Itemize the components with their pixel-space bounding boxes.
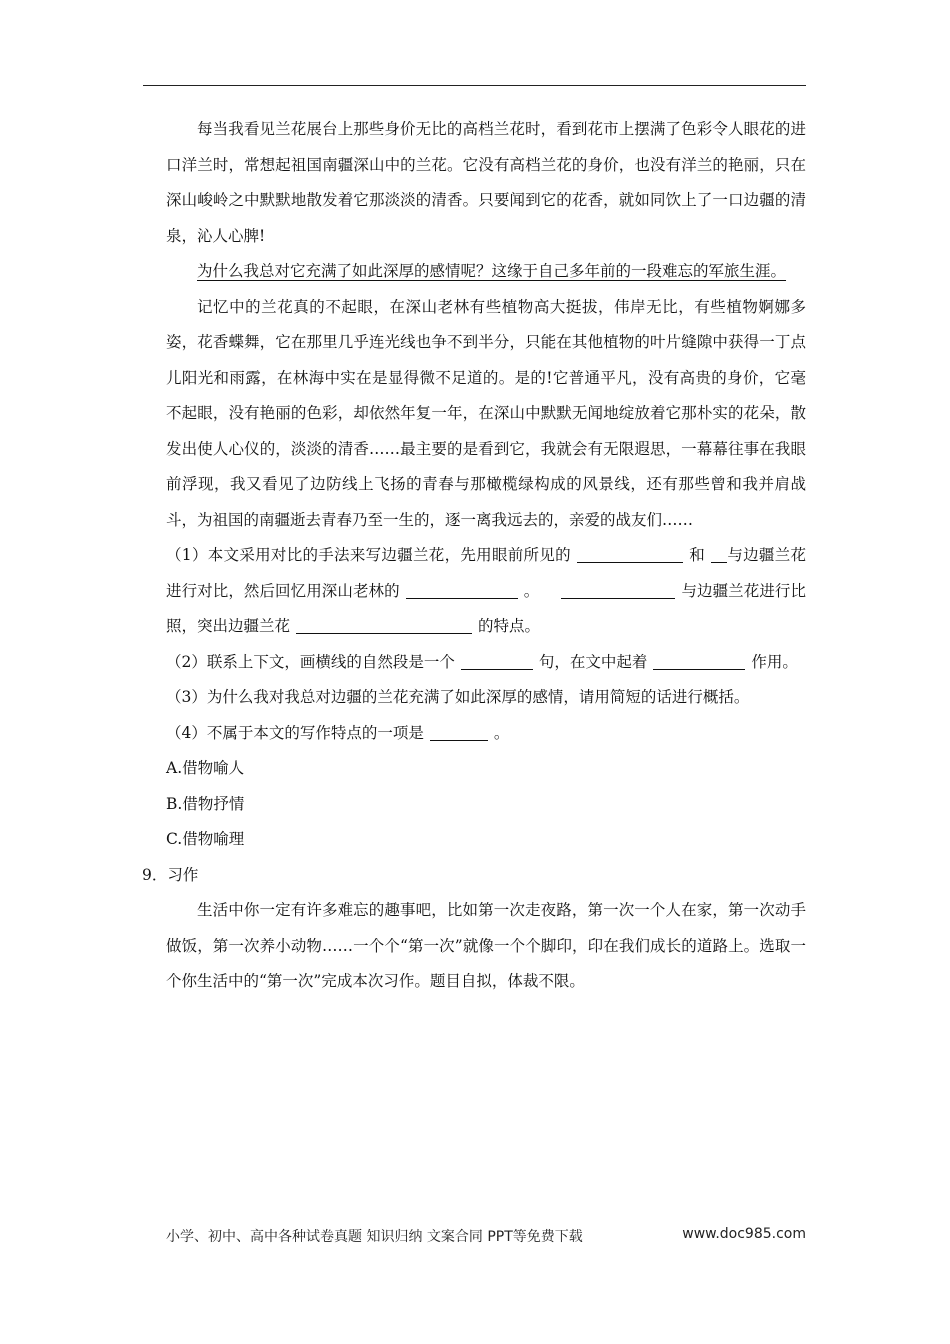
q2-text-c: 作用。 bbox=[751, 652, 798, 671]
q1-blank-5[interactable] bbox=[296, 615, 472, 634]
question-1 bbox=[166, 538, 806, 645]
question-4 bbox=[166, 716, 806, 752]
q2-text-a: （2）联系上下文，画横线的自然段是一个 bbox=[166, 652, 455, 671]
footer-text: 小学、初中、高中各种试卷真题 知识归纳 文案合同 PPT等免费下载 bbox=[166, 1229, 583, 1245]
q4-text-b: 。 bbox=[493, 723, 510, 742]
underlined-sentence: 为什么我总对它充满了如此深厚的感情呢？这缘于自己多年前的一段难忘的军旅生涯。 bbox=[197, 262, 787, 280]
q2-blank-1[interactable] bbox=[461, 651, 533, 670]
q1-text-e: 与边疆兰花进行比照，突出边疆兰花 bbox=[166, 581, 806, 635]
header-rule bbox=[143, 85, 806, 86]
page-footer bbox=[166, 1226, 806, 1246]
q1-blank-2[interactable] bbox=[711, 544, 727, 563]
q4-blank-1[interactable] bbox=[430, 722, 488, 741]
option-c: C.借物喻理 bbox=[166, 830, 245, 848]
q1-blank-1[interactable] bbox=[577, 544, 683, 563]
footer-url[interactable]: www.doc985.com bbox=[682, 1226, 806, 1242]
question-3: （3）为什么我对我总对边疆的兰花充满了如此深厚的感情，请用简短的话进行概括。 bbox=[166, 688, 750, 706]
option-a: A.借物喻人 bbox=[166, 759, 245, 777]
question-9-title: 9．习作 bbox=[142, 865, 199, 884]
q4-text-a: （4）不属于本文的写作特点的一项是 bbox=[166, 723, 424, 742]
q2-text-b: 句，在文中起着 bbox=[538, 652, 648, 671]
page-content bbox=[142, 112, 806, 1000]
passage-paragraph-3: 记忆中的兰花真的不起眼，在深山老林有些植物高大挺拔，伟岸无比，有些植物婀娜多姿，花香蝶舞，它在那里几乎连光线也争不到半分，只能在其他植物的叶片缝隙中获得一丁点儿阳光和雨露，在林海中实在是显得微不足道的。是的!它普通平凡，没有高贵的身价，它毫不起眼，没有艳丽的色彩，却依然年复一年，在深山中默默无闻地绽放着它那朴实的花朵，散发出使人心仪的，淡淡的清香……最主要的是看到它，我就会有无限遐思，一幕幕往事在我眼前浮现，我又看见了边防线上飞扬的青春与那橄榄绿构成的风景线，还有那些曾和我并肩战斗，为祖国的南疆逝去青春乃至一生的，逐一离我远去的，亲爱的战友们…… bbox=[166, 297, 806, 529]
passage-paragraph-1: 每当我看见兰花展台上那些身价无比的高档兰花时，看到花市上摆满了色彩令人眼花的进口洋兰时，常想起祖国南疆深山中的兰花。它没有高档兰花的身价，也没有洋兰的艳丽，只在深山峻岭之中默默地散发着它那淡淡的清香。只要闻到它的花香，就如同饮上了一口边疆的清泉，沁人心脾! bbox=[166, 120, 806, 245]
q1-text-c: 与边疆兰花进行对比，然后回忆用深山老林的 bbox=[166, 546, 806, 600]
q1-text-a: （1）本文采用对比的手法来写边疆兰花，先用眼前所见的 bbox=[166, 546, 571, 564]
q1-blank-3[interactable] bbox=[406, 580, 518, 599]
passage-paragraph-2-underlined bbox=[166, 254, 806, 290]
q1-text-d: 。 bbox=[523, 581, 540, 600]
q1-blank-4[interactable] bbox=[561, 580, 675, 599]
question-2 bbox=[166, 645, 806, 681]
question-9-body: 生活中你一定有许多难忘的趣事吧，比如第一次走夜路，第一次一个人在家，第一次动手做饭，第一次养小动物……一个个“第一次”就像一个个脚印，印在我们成长的道路上。选取一个你生活中的“第一次”完成本次习作。题目自拟，体裁不限。 bbox=[166, 901, 806, 990]
q1-text-b: 和 bbox=[688, 546, 706, 564]
option-b: B.借物抒情 bbox=[166, 794, 245, 813]
q2-blank-2[interactable] bbox=[653, 651, 745, 670]
q1-text-f: 的特点。 bbox=[478, 617, 541, 635]
